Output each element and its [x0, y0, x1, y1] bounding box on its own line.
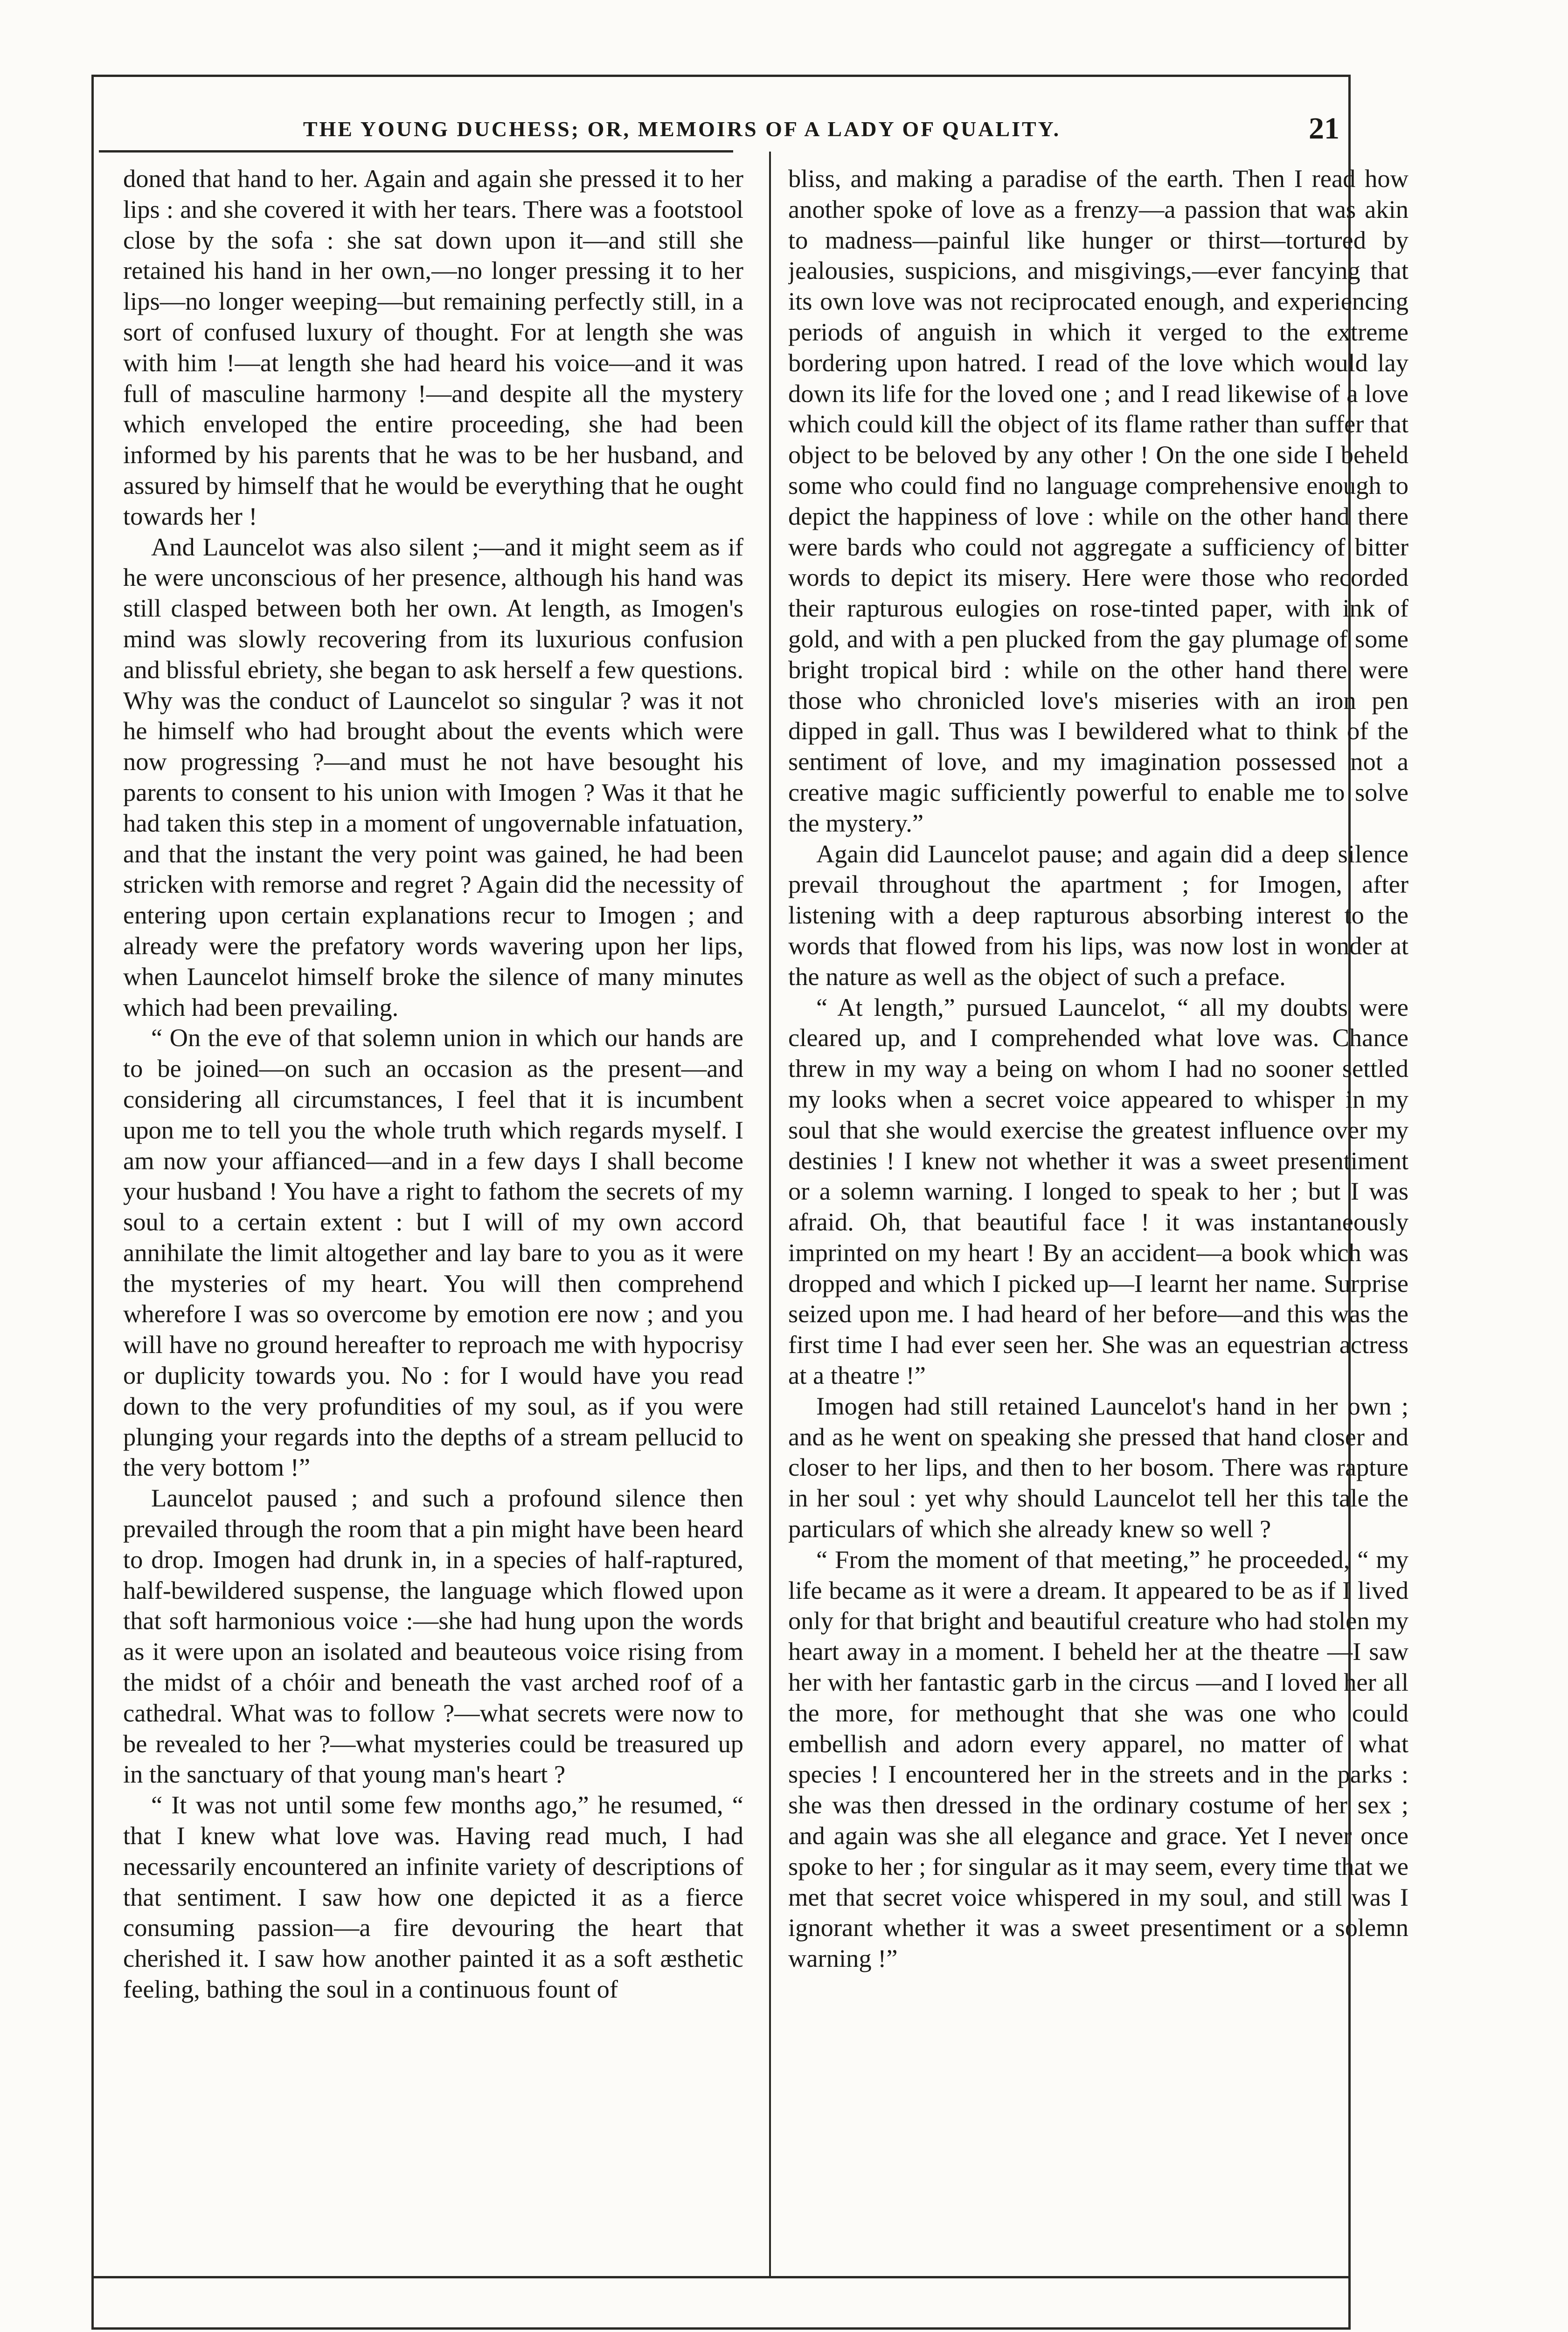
running-title: THE YOUNG DUCHESS; OR, MEMOIRS OF A LADY OF QUALITY. — [303, 117, 1061, 141]
paragraph: “ From the moment of that meeting,” he proceeded, “ my life became as it were a dream. It appeared to be as if I lived only for that bright and beautiful creature who had stolen my heart away in a moment. I beheld her at the theatre —I saw her with her fantastic garb in the circus —and I loved her all the more, for methought that she was one who could embellish and adorn every apparel, no matter of what species ! I encountered her in the streets and in the parks : she was then dressed in the ordinary costume of her sex ; and again was she all elegance and grace. Yet I never once spoke to her ; for singular as it may seem, every time that we met that secret voice whispered in my soul, and still was I ignorant whether it was a sweet presentiment or a solemn warning !” — [788, 1545, 1408, 1973]
paragraph: bliss, and making a paradise of the earth. Then I read how another spoke of love as a frenzy—a passion that was akin to madness—painful like hunger or thirst—tortured by jealousies, suspicions, and misgivings,—ever fancying that its own love was not reciprocated enough, and experiencing periods of anguish in which it verged to the extreme bordering upon hatred. I read of the love which would lay down its life for the loved one ; and I read likewise of a love which could kill the object of its flame rather than suffer that object to be beloved by any other ! On the one side I beheld some who could find no language comprehensive enough to depict the happiness of love : while on the other hand there were bards who could not aggregate a sufficiency of bitter words to depict its misery. Here were those who recorded their rapturous eulogies on rose-tinted paper, with ink of gold, and with a pen plucked from the gay plumage of some bright tropical bird : while on the other hand there were those who chronicled love's miseries with an iron pen dipped in gall. Thus was I bewildered what to think of the sentiment of love, and my imagination possessed not a creative magic sufficiently powerful to enable me to solve the mystery.” — [788, 164, 1408, 837]
paragraph: Again did Launcelot pause; and again did a deep silence prevail throughout the apartment ; for Imogen, after listening with a deep rapturous absorbing interest to the words that flowed from his lips, was now lost in wonder at the nature as well as the object of such a preface. — [788, 839, 1408, 991]
header-rule — [99, 150, 733, 153]
paragraph: And Launcelot was also silent ;—and it might seem as if he were unconscious of her presence, although his hand was still clasped between both her own. At length, as Imogen's mind was slowly recovering from its luxurious confusion and blissful ebriety, she began to ask herself a few questions. Why was the conduct of Launcelot so singular ? was it not he himself who had brought about the events which were now progressing ?—and must he not have besought his parents to consent to his union with Imogen ? Was it that he had taken this step in a moment of ungovernable infatuation, and that the instant the very point was gained, he had been stricken with remorse and regret ? Again did the necessity of entering upon certain explanations recur to Imogen ; and already were the prefatory words wavering upon her lips, when Launcelot himself broke the silence of many minutes which had been prevailing. — [123, 532, 743, 1021]
paragraph: Launcelot paused ; and such a profound silence then prevailed through the room that a pin might have been heard to drop. Imogen had drunk in, in a species of half-raptured, half-bewildered suspense, the language which flowed upon that soft harmonious voice :—she had hung upon the words as it were upon an isolated and beauteous voice rising from the midst of a chóir and beneath the vast arched roof of a cathedral. What was to follow ?—what secrets were now to be revealed to her ?—what mysteries could be treasured up in the sanctuary of that young man's heart ? — [123, 1484, 743, 1789]
paragraph: doned that hand to her. Again and again she pressed it to her lips : and she covered it with her tears. There was a footstool close by the sofa : she sat down upon it—and still she retained his hand in her own,—no longer pressing it to her lips—no longer weeping—but remaining perfectly still, in a sort of confused luxury of thought. For at length she was with him !—at length she had heard his voice—and it was full of masculine harmony !—and despite all the mystery which enveloped the entire proceeding, she had been informed by his parents that he was to be her husband, and assured by himself that he would be everything that he ought towards her ! — [123, 164, 743, 530]
paragraph: “ At length,” pursued Launcelot, “ all my doubts were cleared up, and I comprehended what love was. Chance threw in my way a being on whom I had no sooner settled my looks when a secret voice appeared to whisper in my soul that she would exercise the greatest influence over my destinies ! I knew not whether it was a sweet presentiment or a solemn warning. I longed to speak to her ; but I was afraid. Oh, that beautiful face ! it was instantaneously imprinted on my heart ! By an accident—a book which was dropped and which I picked up—I learnt her name. Surprise seized upon me. I had heard of her before—and this was the first time I had ever seen her. She was an equestrian actress at a theatre !” — [788, 992, 1408, 1390]
paragraph: Imogen had still retained Launcelot's hand in her own ; and as he went on speaking she pressed that hand closer and closer to her lips, and then to her bosom. There was rapture in her soul : yet why should Launcelot tell her this tale the particulars of which she already knew so well ? — [788, 1391, 1408, 1543]
right-column — [788, 163, 1408, 2271]
bottom-rule — [91, 2276, 1351, 2278]
page-number: 21 — [1309, 111, 1339, 146]
left-column — [123, 163, 743, 2271]
paragraph: “ It was not until some few months ago,” he resumed, “ that I knew what love was. Having read much, I had necessarily encountered an infinite variety of descriptions of that sentiment. I saw how one depicted it as a fierce consuming passion—a fire devouring the heart that cherished it. I saw how another painted it as a soft æsthetic feeling, bathing the soul in a continuous fount of — [123, 1791, 743, 2004]
column-divider — [769, 152, 771, 2276]
paragraph: “ On the eve of that solemn union in which our hands are to be joined—on such an occasion as the present—and considering all circumstances, I feel that it is incumbent upon me to tell you the whole truth which regards myself. I am now your affianced—and in a few days I shall become your husband ! You have a right to fathom the secrets of my soul to a certain extent : but I will of my own accord annihilate the limit altogether and lay bare to you as it were the mysteries of my heart. You will then comprehend wherefore I was so overcome by emotion ere now ; and you will have no ground hereafter to reproach me with hypocrisy or duplicity towards you. No : for I would have you read down to the very profundities of my soul, as if you were plunging your regards into the depths of a stream pellucid to the very bottom !” — [123, 1023, 743, 1482]
page-header — [99, 111, 1344, 148]
